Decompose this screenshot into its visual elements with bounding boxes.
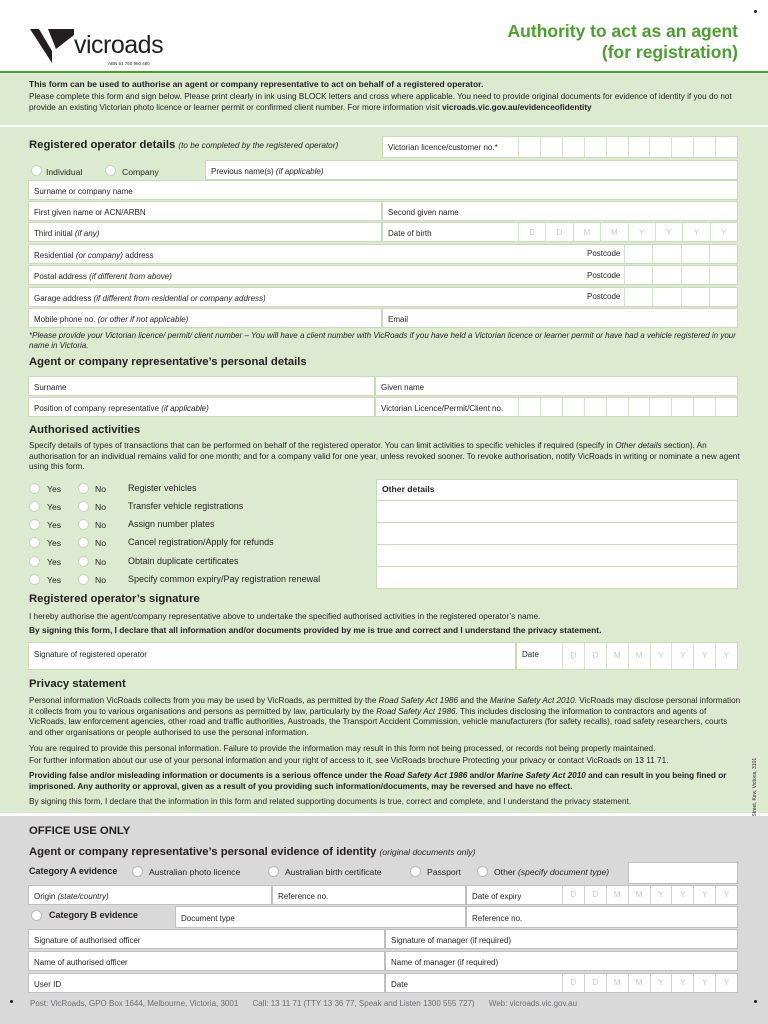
office-date-label: Date [391, 980, 408, 989]
logo-text: vicroads [74, 31, 164, 59]
surname-label: Surname or company name [34, 187, 133, 196]
activity-label: Assign number plates [128, 519, 215, 529]
licence-label: Victorian licence/customer no.* [388, 143, 498, 152]
entry-box: Y [715, 886, 737, 904]
entry-box [652, 245, 680, 263]
entry-box: Y [650, 643, 672, 669]
title-line-1: Authority to act as an agent [507, 21, 738, 41]
intro-text [29, 92, 741, 113]
activity-yes-radio[interactable] [29, 501, 40, 512]
yes-label: Yes [47, 502, 62, 512]
manager-signature-label: Signature of manager (if required) [391, 936, 512, 945]
entry-box: M [600, 223, 627, 241]
privacy-p4b: and/or [469, 771, 495, 780]
photo-licence-label: Australian photo licence [149, 867, 241, 877]
entry-box: Y [693, 643, 715, 669]
officer-signature-field[interactable] [28, 929, 385, 949]
entry-box: D [562, 974, 584, 992]
entry-box [562, 398, 584, 416]
activity-yes-radio[interactable] [29, 556, 40, 567]
entry-box: D [562, 886, 584, 904]
evidence-heading-note: (original documents only) [379, 847, 476, 857]
intro-bold: This form can be used to authorise an agent or company representative to act on behalf of a registered operator. [29, 79, 484, 89]
signature-heading: Registered operator’s signature [29, 593, 200, 605]
first-name-field[interactable] [28, 201, 382, 221]
officer-name-label: Name of authorised officer [34, 958, 128, 967]
entry-box [681, 288, 709, 306]
entry-box [540, 137, 562, 157]
abn-text: ABN 61 760 960 480 [108, 61, 150, 66]
origin-note: (state/country) [57, 892, 109, 901]
entry-box: Y [628, 223, 655, 241]
birth-cert-label: Australian birth certificate [285, 867, 382, 877]
entry-box: M [628, 643, 650, 669]
activities-text [29, 441, 741, 473]
privacy-heading: Privacy statement [29, 678, 126, 690]
previous-name-label: Previous name(s) [211, 167, 274, 176]
privacy-p4-act-1: Road Safety Act 1986 [384, 771, 468, 780]
origin-label: Origin [34, 892, 56, 901]
entry-box [671, 398, 693, 416]
registration-mark [754, 10, 757, 13]
entry-box [681, 245, 709, 263]
manager-name-label: Name of manager (if required) [391, 958, 499, 967]
entry-box: D [584, 643, 606, 669]
other-doc-radio[interactable] [477, 866, 488, 877]
entry-box [606, 398, 628, 416]
birth-cert-radio[interactable] [268, 866, 279, 877]
individual-label: Individual [46, 167, 83, 177]
yes-label: Yes [47, 538, 62, 548]
email-field[interactable] [382, 308, 738, 328]
privacy-paragraph-3: For further information about our use of your personal information and your right of access to it, see VicRoads brochure Protecting your privacy or contact VicRoads on 13 11 71. [29, 756, 669, 765]
residential-suffix: address [125, 251, 154, 260]
privacy-p1c: VicRoads may disclose personal information it collects from you to various organisations and persons as permitted by law, particularly by the [29, 696, 741, 716]
yes-label: Yes [47, 557, 62, 567]
mobile-note: (or other if not applicable) [97, 315, 189, 324]
registration-mark [10, 1000, 13, 1003]
activity-row [28, 534, 373, 552]
postal-note: (if different from above) [89, 272, 172, 281]
privacy-p1b: and the [460, 696, 488, 705]
agent-surname-field[interactable] [28, 376, 375, 396]
entry-box: Y [671, 643, 693, 669]
activity-row [28, 498, 373, 516]
activities-text-italic: Other details [615, 441, 662, 450]
mobile-field[interactable] [28, 308, 382, 328]
activity-label: Obtain duplicate certificates [128, 556, 239, 566]
agent-licence-label: Victorian Licence/Permit/Client no. [381, 404, 504, 413]
activity-row [28, 516, 373, 534]
privacy-paragraph-4 [29, 771, 741, 792]
licence-footnote: *Please provide your Victorian licence/ permit/ client number – You will have a client number with VicRoads if you have held a Victorian licence or learner permit or have had a vehicle registered in your name in Victoria. [29, 331, 736, 350]
agent-given-name-field[interactable] [375, 376, 738, 396]
no-label: No [95, 557, 106, 567]
category-b-reference-label: Reference no. [472, 914, 523, 923]
entry-box: Y [650, 974, 672, 992]
activity-row [28, 553, 373, 571]
activity-label: Register vehicles [128, 483, 197, 493]
entry-box: M [628, 974, 650, 992]
entry-box [709, 245, 737, 263]
entry-box [606, 137, 628, 157]
residential-postcode-label: Postcode [587, 249, 621, 258]
previous-name-field[interactable] [205, 160, 738, 180]
garage-postcode-label: Postcode [587, 292, 621, 301]
signature-text: I hereby authorise the agent/company representative above to undertake the specified authorised activities in the registered operator’s name. [29, 612, 541, 621]
second-name-label: Second given name [388, 208, 459, 217]
individual-radio[interactable] [31, 165, 42, 176]
position-label: Position of company representative [34, 404, 159, 413]
entry-box [715, 398, 737, 416]
other-details-line [376, 544, 738, 545]
vicroads-logo-mark-icon [28, 25, 76, 67]
residential-note: (or company) [75, 251, 123, 260]
activities-text-2: section). An authorisation for an individual remains valid for one month; and for a company valid for one year, unless revoked sooner. To revoke authorisation, notify VicRoads in writing or nominate a new agent using this form. [29, 441, 740, 472]
page-title [508, 21, 738, 63]
entry-box [709, 288, 737, 306]
email-label: Email [388, 315, 409, 324]
photo-licence-radio[interactable] [132, 866, 143, 877]
garage-note: (if different from residential or company address) [93, 294, 266, 303]
position-note: (if applicable) [161, 404, 209, 413]
footer-post: Post: VicRoads, GPO Box 1644, Melbourne, Victoria, 3001 [30, 999, 239, 1008]
entry-box [518, 137, 540, 157]
other-details-field[interactable] [376, 479, 738, 589]
entry-box [624, 245, 652, 263]
operator-heading [29, 139, 338, 151]
intro-body: Please complete this form and sign below. Please print clearly in ink using BLOCK letters and cross where applicable. You need to provide original documents for evidence of identity if you do not provide an existing Victorian photo licence or learner permit or confirmed client number. For more information visit [29, 92, 732, 112]
privacy-act-3: Road Safety Act 1986. [376, 706, 458, 716]
dob-cells [518, 223, 737, 241]
passport-label: Passport [427, 867, 461, 877]
activities-text-1: Specify details of types of transactions that can be performed on behalf of the registered operator. You can limit activities to specific vehicles if required (specify in [29, 441, 613, 450]
postal-postcode-label: Postcode [587, 271, 621, 280]
manager-signature-field[interactable] [385, 929, 738, 949]
activities-heading: Authorised activities [29, 424, 141, 436]
title-line-2: (for registration) [601, 42, 738, 62]
expiry-cells [562, 886, 737, 904]
yes-label: Yes [47, 484, 62, 494]
no-label: No [95, 520, 106, 530]
activity-row [28, 480, 373, 498]
activity-label: Transfer vehicle registrations [128, 501, 244, 511]
entry-box: Y [715, 643, 737, 669]
entry-box: Y [655, 223, 682, 241]
position-field[interactable] [28, 397, 375, 417]
evidence-heading [29, 846, 476, 858]
privacy-act-2: Marine Safety Act 2010. [489, 696, 577, 705]
no-label: No [95, 575, 106, 585]
privacy-p1a: Personal information VicRoads collects from you may be used by VicRoads, as permitted by the [29, 696, 377, 705]
expiry-label: Date of expiry [472, 892, 522, 901]
other-doc-note: (specify document type) [517, 867, 610, 877]
activity-no-radio[interactable] [78, 556, 89, 567]
evidence-link[interactable]: vicroads.vic.gov.au/evidenceofidentity [442, 102, 592, 112]
activity-no-radio[interactable] [78, 501, 89, 512]
surname-field[interactable] [28, 180, 738, 200]
entry-box [681, 266, 709, 284]
activity-no-radio[interactable] [78, 574, 89, 585]
no-label: No [95, 538, 106, 548]
postal-postcode-cells [624, 266, 737, 284]
passport-radio[interactable] [410, 866, 421, 877]
mobile-label: Mobile phone no. [34, 315, 96, 324]
privacy-paragraph-5: By signing this form, I declare that the information in this form and related supporting documents is true, correct and complete, and I understand the privacy statement. [29, 797, 632, 806]
activity-yes-radio[interactable] [29, 537, 40, 548]
entry-box [652, 266, 680, 284]
other-details-label: Other details [382, 484, 435, 494]
entry-box: Y [650, 886, 672, 904]
privacy-paragraph-2: You are required to provide this personal information. Failure to provide the information may result in this form not being processed, or records not being properly maintained. [29, 744, 656, 753]
activity-no-radio[interactable] [78, 519, 89, 530]
entry-box: Y [671, 886, 693, 904]
yes-label: Yes [47, 575, 62, 585]
entry-box: Y [693, 886, 715, 904]
other-details-line [376, 522, 738, 523]
entry-box [693, 137, 715, 157]
entry-box [624, 288, 652, 306]
dob-label: Date of birth [388, 229, 432, 238]
officer-name-field[interactable] [28, 951, 385, 971]
entry-box: Y [671, 974, 693, 992]
entry-box: D [562, 643, 584, 669]
company-radio[interactable] [105, 165, 116, 176]
officer-signature-label: Signature of authorised officer [34, 936, 141, 945]
third-initial-field[interactable] [28, 222, 382, 242]
no-label: No [95, 484, 106, 494]
entry-box: D [584, 886, 606, 904]
entry-box [624, 266, 652, 284]
residential-postcode-cells [624, 245, 737, 263]
garage-label: Garage address [34, 294, 92, 303]
user-id-label: User ID [34, 980, 62, 989]
previous-name-note: (if applicable) [275, 167, 324, 176]
activity-label: Specify common expiry/Pay registration renewal [128, 574, 321, 584]
activity-row [28, 571, 373, 589]
other-doc-label [494, 867, 609, 877]
signature-date-cells [562, 643, 737, 669]
footer [30, 999, 750, 1008]
second-name-field[interactable] [382, 201, 738, 221]
licence-cells [518, 137, 737, 157]
agent-heading: Agent or company representative’s personal details [29, 356, 307, 368]
entry-box: Y [710, 223, 737, 241]
activity-yes-radio[interactable] [29, 483, 40, 494]
activity-list [28, 480, 373, 590]
entry-box: M [573, 223, 600, 241]
entry-box: Y [693, 974, 715, 992]
privacy-p4c: and can result in you being fined or imprisoned. Any authority or approval, given as a result of you providing such information/documents, may be reversed and have no effect. [29, 771, 727, 791]
entry-box [562, 137, 584, 157]
activity-yes-radio[interactable] [29, 574, 40, 585]
signature-declaration: By signing this form, I declare that all information and/or documents provided by me is true and correct and I understand the privacy statement. [29, 625, 602, 635]
entry-box [649, 137, 671, 157]
postal-label: Postal address [34, 272, 87, 281]
reference-field[interactable] [272, 885, 466, 905]
origin-field[interactable] [28, 885, 272, 905]
privacy-p4a: Providing false and/or misleading information or documents is a serious offence under the [29, 771, 383, 780]
registration-mark [754, 1000, 757, 1003]
entry-box: D [518, 223, 545, 241]
operator-signature-field[interactable] [28, 642, 516, 670]
category-b-reference-field[interactable] [466, 906, 738, 928]
user-id-field[interactable] [28, 973, 385, 993]
other-doc-text: Other [494, 867, 516, 877]
other-details-line [376, 500, 738, 501]
yes-label: Yes [47, 520, 62, 530]
vicroads-logo [28, 25, 208, 67]
doc-type-field[interactable] [175, 906, 466, 928]
activity-label: Cancel registration/Apply for refunds [128, 537, 274, 547]
entry-box [652, 288, 680, 306]
third-initial-label: Third initial [34, 229, 73, 238]
entry-box [628, 137, 650, 157]
footer-call: Call: 13 11 71 (TTY 13 36 77, Speak and Listen 1300 555 727) [252, 999, 475, 1008]
entry-box [715, 137, 737, 157]
residential-label: Residential [34, 251, 74, 260]
entry-box [628, 398, 650, 416]
entry-box: Y [682, 223, 709, 241]
manager-name-field[interactable] [385, 951, 738, 971]
third-initial-note: (if any) [74, 229, 100, 238]
entry-box: D [545, 223, 572, 241]
office-heading: OFFICE USE ONLY [29, 825, 131, 837]
footer-web[interactable]: Web: vicroads.vic.gov.au [488, 999, 578, 1008]
agent-given-name-label: Given name [381, 383, 425, 392]
office-date-cells [562, 974, 737, 992]
operator-signature-label: Signature of registered operator [34, 650, 147, 659]
first-name-label: First given name or ACN/ARBN [34, 208, 146, 217]
entry-box [518, 398, 540, 416]
activity-yes-radio[interactable] [29, 519, 40, 530]
entry-box [709, 266, 737, 284]
company-label: Company [122, 167, 159, 177]
entry-box: M [606, 886, 628, 904]
category-b-label: Category B evidence [49, 910, 139, 920]
activity-no-radio[interactable] [78, 537, 89, 548]
entry-box [649, 398, 671, 416]
intro-divider [0, 125, 768, 127]
entry-box [584, 137, 606, 157]
doc-type-label: Document type [181, 914, 235, 923]
category-b-radio[interactable] [31, 910, 42, 921]
entry-box [540, 398, 562, 416]
entry-box: M [606, 974, 628, 992]
garage-postcode-cells [624, 288, 737, 306]
entry-box: D [584, 974, 606, 992]
category-a-label: Category A evidence [29, 866, 118, 876]
privacy-p1d: This includes disclosing the information to contractors and agents of VicRoads, law enforcement agencies, other road and traffic authorities, Austroads, the Transport Accident Commission, vehicle manufacturers (for safety recalls), road safety researchers, courts and other organisations or people authorised to use the personal information. [29, 706, 728, 737]
privacy-paragraph-1 [29, 696, 741, 738]
entry-box [693, 398, 715, 416]
entry-box: M [628, 886, 650, 904]
activity-no-radio[interactable] [78, 483, 89, 494]
other-doc-field[interactable] [628, 862, 738, 884]
evidence-heading-text: Agent or company representative’s personal evidence of identity [29, 846, 377, 858]
privacy-p4-act-2: Marine Safety Act 2010 [496, 771, 586, 780]
entry-box [584, 398, 606, 416]
entry-box [671, 137, 693, 157]
signature-date-label: Date [522, 650, 539, 659]
operator-heading-text: Registered operator details [29, 139, 176, 151]
no-label: No [95, 502, 106, 512]
operator-heading-note: (to be completed by the registered operator) [178, 141, 339, 150]
other-details-line [376, 566, 738, 567]
entry-box: M [606, 643, 628, 669]
privacy-act-1: Road Safety Act 1986 [378, 696, 459, 705]
reference-label: Reference no. [278, 892, 329, 901]
entry-box: Y [715, 974, 737, 992]
agent-licence-cells [518, 398, 737, 416]
agent-surname-label: Surname [34, 383, 67, 392]
